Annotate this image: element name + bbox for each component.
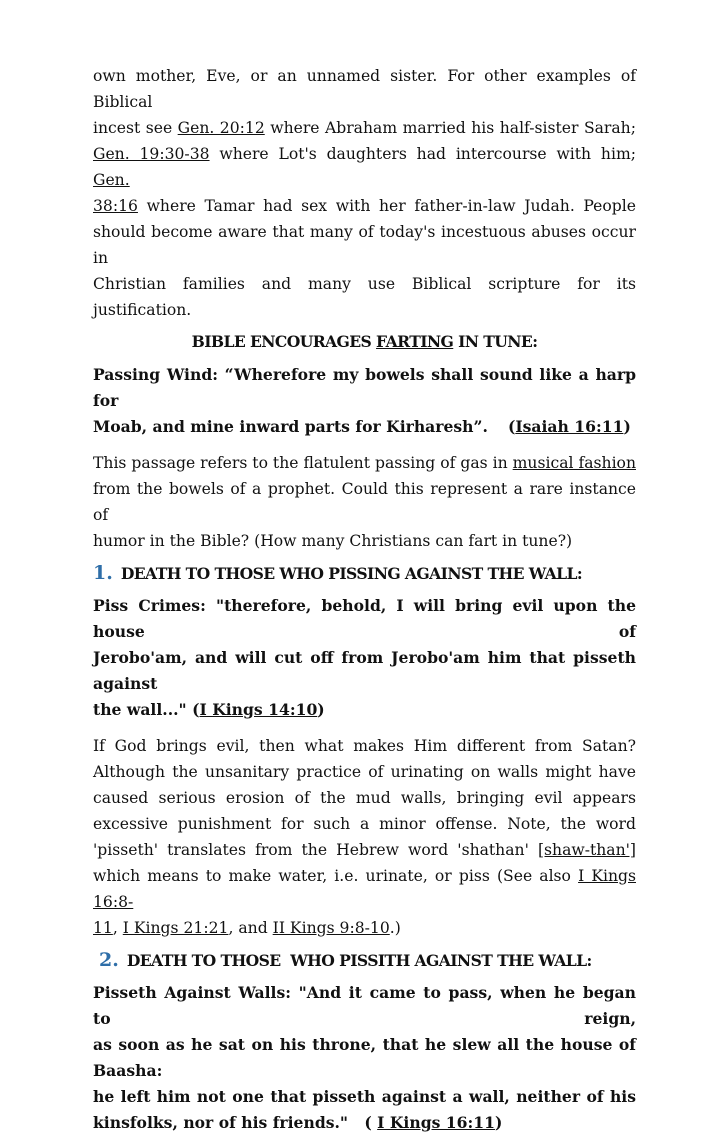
text-span: (	[507, 417, 516, 436]
text-span: incest see	[93, 119, 178, 137]
text-span: excessive punishment for such a minor offense. Note, the word	[93, 815, 636, 833]
quote-line	[93, 1032, 636, 1084]
text-span: where Lot's daughters had intercourse with him;	[209, 145, 636, 163]
text-line	[93, 476, 636, 528]
text-line	[93, 450, 636, 476]
section-heading-2	[93, 947, 636, 974]
list-number: 2.	[99, 949, 119, 971]
page-content	[93, 63, 636, 1136]
text-span: he left him not one that pisseth against a wall, neither of his	[93, 1087, 636, 1106]
text-span: as soon as he sat on his throne, that he slew all the house of Baasha:	[93, 1035, 636, 1080]
text-line	[93, 733, 636, 759]
scripture-link-1-kings-16-11[interactable]: I Kings 16:11	[377, 1113, 495, 1132]
text-line	[93, 115, 636, 141]
text-span: should become aware that many of today's incestuous abuses occur in	[93, 223, 636, 267]
text-line	[93, 271, 636, 323]
pronunciation-link[interactable]: [shaw-than']	[537, 841, 636, 859]
text-span: )	[317, 700, 325, 719]
text-span: Passing Wind: “Wherefore my bowels shall sound like a harp for	[93, 365, 636, 410]
section-heading-1	[93, 560, 636, 587]
text-span: the wall..." (	[93, 700, 200, 719]
heading-text: DEATH TO THOSE WHO PISSITH AGAINST THE WALL:	[126, 951, 592, 970]
text-span: own mother, Eve, or an unnamed sister. For other examples of Biblical	[93, 67, 636, 111]
text-span: .)	[389, 919, 401, 937]
text-span: If God brings evil, then what makes Him different from Satan?	[93, 737, 636, 755]
text-span: Moab, and mine inward parts for Kirharesh”.	[93, 417, 488, 436]
scripture-link-1-kings-16-8-cont[interactable]: 11	[93, 919, 113, 937]
text-span: which means to make water, i.e. urinate, or piss (See also	[93, 867, 579, 885]
scripture-link-1-kings-14-10[interactable]: I Kings 14:10	[199, 700, 318, 719]
text-line	[93, 193, 636, 219]
text-span: )	[494, 1113, 503, 1132]
farting-commentary	[93, 450, 636, 554]
text-span: This passage refers to the flatulent passing of gas in	[93, 454, 513, 472]
quote-line	[93, 1084, 636, 1110]
text-span: kinsfolks, nor of his friends." (	[93, 1113, 378, 1132]
section1-commentary	[93, 733, 636, 941]
text-span: , and	[228, 919, 273, 937]
musical-fashion-link[interactable]: musical fashion	[512, 454, 636, 472]
heading-text: DEATH TO THOSE WHO PISSING AGAINST THE WALL:	[120, 564, 583, 583]
quote-line	[93, 697, 636, 723]
text-line	[93, 785, 636, 811]
text-line	[93, 811, 636, 837]
section1-quote	[93, 593, 636, 723]
farting-quote	[93, 362, 636, 440]
text-line	[93, 63, 636, 115]
text-span: ,	[112, 919, 123, 937]
text-span: Christian families and many use Biblical scripture for its justification.	[93, 275, 636, 319]
text-span: where Abraham married his half-sister Sarah;	[264, 119, 636, 137]
text-span: )	[623, 417, 631, 436]
quote-line	[93, 414, 636, 440]
text-span: humor in the Bible? (How many Christians can fart in tune?)	[93, 532, 573, 550]
heading-text: IN TUNE:	[453, 332, 538, 351]
scripture-link-gen-38-16[interactable]: Gen.	[93, 171, 130, 189]
text-span: caused serious erosion of the mud walls, bringing evil appears	[93, 789, 636, 807]
text-span: Jerobo'am, and will cut off from Jerobo'am him that pisseth against	[93, 648, 636, 693]
section2-quote	[93, 980, 636, 1136]
text-span: Pisseth Against Walls: "And it came to pass, when he began to reign,	[93, 983, 636, 1028]
scripture-link-2-kings-9-8[interactable]: II Kings 9:8-10	[272, 919, 390, 937]
quote-line	[93, 980, 636, 1032]
text-line	[93, 759, 636, 785]
text-line	[93, 141, 636, 193]
farting-link[interactable]: FARTING	[376, 332, 454, 351]
text-span: from the bowels of a prophet. Could this represent a rare instance of	[93, 480, 636, 524]
scripture-link-gen-20-12[interactable]: Gen. 20:12	[177, 119, 265, 137]
text-span: Piss Crimes: "therefore, behold, I will bring evil upon the house of	[93, 596, 636, 641]
scripture-link-1-kings-21-21[interactable]: I Kings 21:21	[122, 919, 229, 937]
scripture-link-gen-19-30[interactable]: Gen. 19:30-38	[93, 145, 210, 163]
quote-line	[93, 645, 636, 697]
text-span: 'pisseth' translates from the Hebrew word 'shathan'	[93, 841, 538, 859]
scripture-link-1-kings-16-8[interactable]: I Kings 16:8-	[93, 867, 636, 911]
scripture-link-gen-38-16-cont[interactable]: 38:16	[93, 197, 138, 215]
text-span: where Tamar had sex with her father-in-law Judah. People	[137, 197, 636, 215]
scripture-link-isaiah-16-11[interactable]: Isaiah 16:11	[515, 417, 624, 436]
quote-line	[93, 362, 636, 414]
text-line	[93, 915, 636, 941]
text-line	[93, 219, 636, 271]
text-line	[93, 837, 636, 863]
text-line	[93, 528, 636, 554]
quote-line	[93, 1110, 636, 1136]
heading-text: BIBLE ENCOURAGES	[191, 332, 377, 351]
section-heading-farting	[93, 330, 636, 354]
text-span: Although the unsanitary practice of urinating on walls might have	[93, 763, 636, 781]
intro-paragraph	[93, 63, 636, 323]
text-line	[93, 863, 636, 915]
list-number: 1.	[93, 562, 113, 584]
quote-line	[93, 593, 636, 645]
